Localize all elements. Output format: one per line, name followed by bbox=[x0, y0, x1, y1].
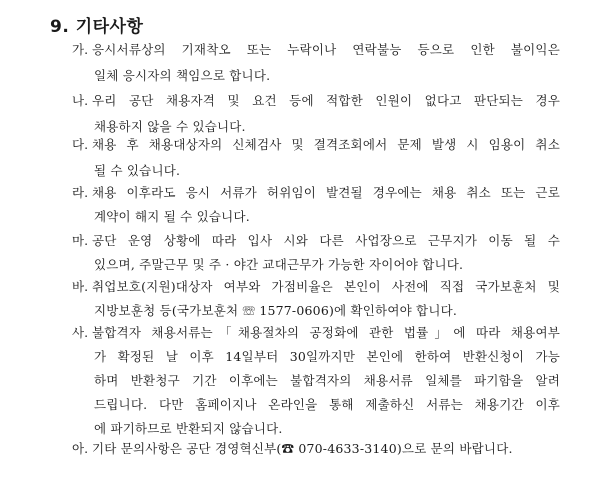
item-text-line: 채용 후 채용대상자의 신체검사 및 결격조회에서 문제 발생 시 임용이 취소 bbox=[92, 137, 560, 152]
item-marker: 아. bbox=[72, 441, 89, 456]
item-text-line: 불합격자 채용서류는「채용절차의 공정화에 관한 법률」에 따라 채용여부 bbox=[92, 325, 560, 340]
item-marker: 라. bbox=[72, 185, 89, 200]
item-text-line: 될 수 있습니다. bbox=[94, 163, 181, 178]
section-title: 9. 기타사항 bbox=[50, 17, 144, 37]
item-marker: 마. bbox=[72, 233, 89, 248]
item-text-line: 하며 반환청구 기간 이후에는 불합격자의 채용서류 일체를 파기함을 알려 bbox=[94, 373, 560, 388]
item-text-line: 있으며, 주말근무 및 주 · 야간 교대근무가 가능한 자이어야 합니다. bbox=[94, 257, 464, 272]
item-text-line: 취업보호(지원)대상자 여부와 가점비율은 본인이 사전에 직접 국가보훈처 및 bbox=[92, 279, 560, 294]
item-text-line: 우리 공단 채용자격 및 요건 등에 적합한 인원이 없다고 판단되는 경우 bbox=[92, 93, 560, 108]
item-text-line: 계약이 해지 될 수 있습니다. bbox=[94, 209, 250, 224]
item-text-line: 드립니다. 다만 홈페이지나 온라인을 통해 제출하신 서류는 채용기간 이후 bbox=[94, 397, 560, 412]
item-text-line: 에 파기하므로 반환되지 않습니다. bbox=[94, 421, 283, 436]
item-marker: 가. bbox=[72, 42, 89, 57]
item-marker: 바. bbox=[72, 279, 89, 294]
item-text-line: 지방보훈청 등(국가보훈처 ☏ 1577-0606)에 확인하여야 합니다. bbox=[94, 303, 458, 318]
item-text-line: 기타 문의사항은 공단 경영혁신부(☎ 070-4633-3140)으로 문의 바랍니다. bbox=[92, 441, 513, 456]
item-text-line: 일체 응시자의 책임으로 합니다. bbox=[94, 68, 271, 83]
item-text-line: 공단 운영 상황에 따라 입사 시와 다른 사업장으로 근무지가 이동 될 수 bbox=[92, 233, 560, 248]
item-marker: 다. bbox=[72, 137, 89, 152]
item-text-line: 채용 이후라도 응시 서류가 허위임이 발견될 경우에는 채용 취소 또는 근로 bbox=[92, 185, 560, 200]
item-marker: 나. bbox=[72, 93, 89, 108]
item-text-line: 응시서류상의 기재착오 또는 누락이나 연락불능 등으로 인한 불이익은 bbox=[92, 42, 560, 57]
item-marker: 사. bbox=[72, 325, 89, 340]
item-text-line: 채용하지 않을 수 있습니다. bbox=[94, 119, 246, 134]
item-text-line: 가 확정된 날 이후 14일부터 30일까지만 본인에 한하여 반환신청이 가능 bbox=[94, 349, 560, 364]
